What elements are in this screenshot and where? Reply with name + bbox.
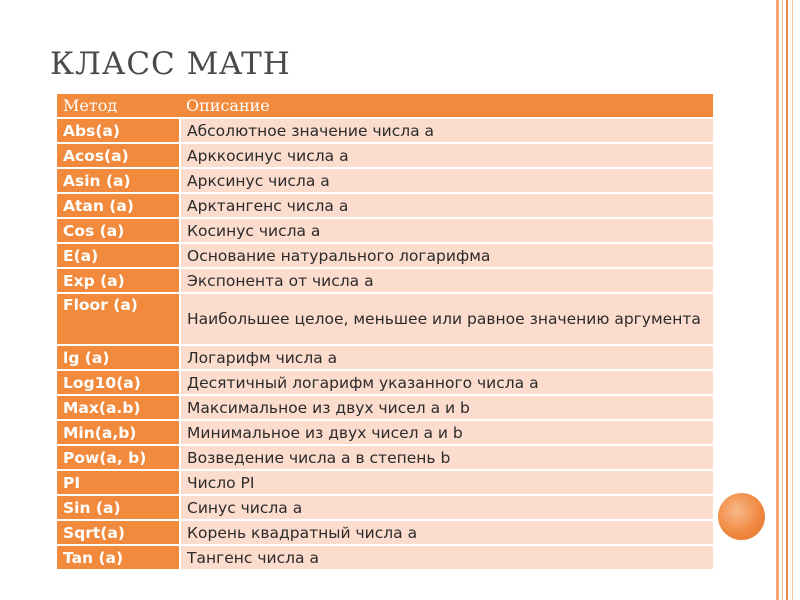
description-cell: Минимальное из двух чисел a и b (180, 420, 713, 445)
method-cell: Max(a.b) (57, 395, 180, 420)
description-cell: Корень квадратный числа a (180, 520, 713, 545)
table-header-row (57, 94, 713, 118)
description-cell: Максимальное из двух чисел a и b (180, 395, 713, 420)
border-stripe (786, 0, 788, 600)
table-row (57, 420, 713, 445)
description-cell: Наибольшее целое, меньшее или равное значению аргумента (180, 293, 713, 345)
method-cell: Exp (a) (57, 268, 180, 293)
table-row (57, 545, 713, 570)
method-cell: Abs(a) (57, 118, 180, 143)
description-cell: Возведение числа a в степень b (180, 445, 713, 470)
method-cell: Sin (a) (57, 495, 180, 520)
method-cell: Cos (a) (57, 218, 180, 243)
description-cell: Десятичный логарифм указанного числа a (180, 370, 713, 395)
description-cell: Арккосинус числа a (180, 143, 713, 168)
description-cell: Число PI (180, 470, 713, 495)
table-row (57, 193, 713, 218)
table-row (57, 470, 713, 495)
table-row (57, 345, 713, 370)
method-cell: Asin (a) (57, 168, 180, 193)
description-cell: Синус числа a (180, 495, 713, 520)
method-cell: Pow(a, b) (57, 445, 180, 470)
method-cell: Log10(a) (57, 370, 180, 395)
table-row (57, 268, 713, 293)
table-row (57, 445, 713, 470)
method-cell: Acos(a) (57, 143, 180, 168)
description-cell: Основание натурального логарифма (180, 243, 713, 268)
method-cell: lg (a) (57, 345, 180, 370)
header-method: Метод (57, 94, 180, 118)
slide-title: КЛАСС MATH (50, 46, 291, 82)
description-cell: Косинус числа a (180, 218, 713, 243)
table-row (57, 243, 713, 268)
method-cell: Tan (a) (57, 545, 180, 570)
table-row (57, 395, 713, 420)
description-cell: Арксинус числа a (180, 168, 713, 193)
description-cell: Абсолютное значение числа a (180, 118, 713, 143)
method-cell: Sqrt(a) (57, 520, 180, 545)
table-row (57, 370, 713, 395)
math-methods-table (57, 94, 713, 571)
description-cell: Логарифм числа a (180, 345, 713, 370)
decorative-orange-circle (718, 493, 765, 540)
description-cell: Арктангенс числа a (180, 193, 713, 218)
method-cell: E(a) (57, 243, 180, 268)
description-cell: Экспонента от числа a (180, 268, 713, 293)
border-stripe (782, 0, 783, 600)
method-cell: Floor (a) (57, 293, 180, 345)
table-row (57, 118, 713, 143)
table-row (57, 520, 713, 545)
table-row (57, 495, 713, 520)
table-row (57, 293, 713, 345)
method-cell: Atan (a) (57, 193, 180, 218)
table-row (57, 218, 713, 243)
table-row (57, 143, 713, 168)
header-description: Описание (180, 94, 713, 118)
table-row (57, 168, 713, 193)
border-stripe (792, 0, 793, 600)
border-stripe (776, 0, 779, 600)
method-cell: PI (57, 470, 180, 495)
description-cell: Тангенс числа a (180, 545, 713, 570)
method-cell: Min(a,b) (57, 420, 180, 445)
